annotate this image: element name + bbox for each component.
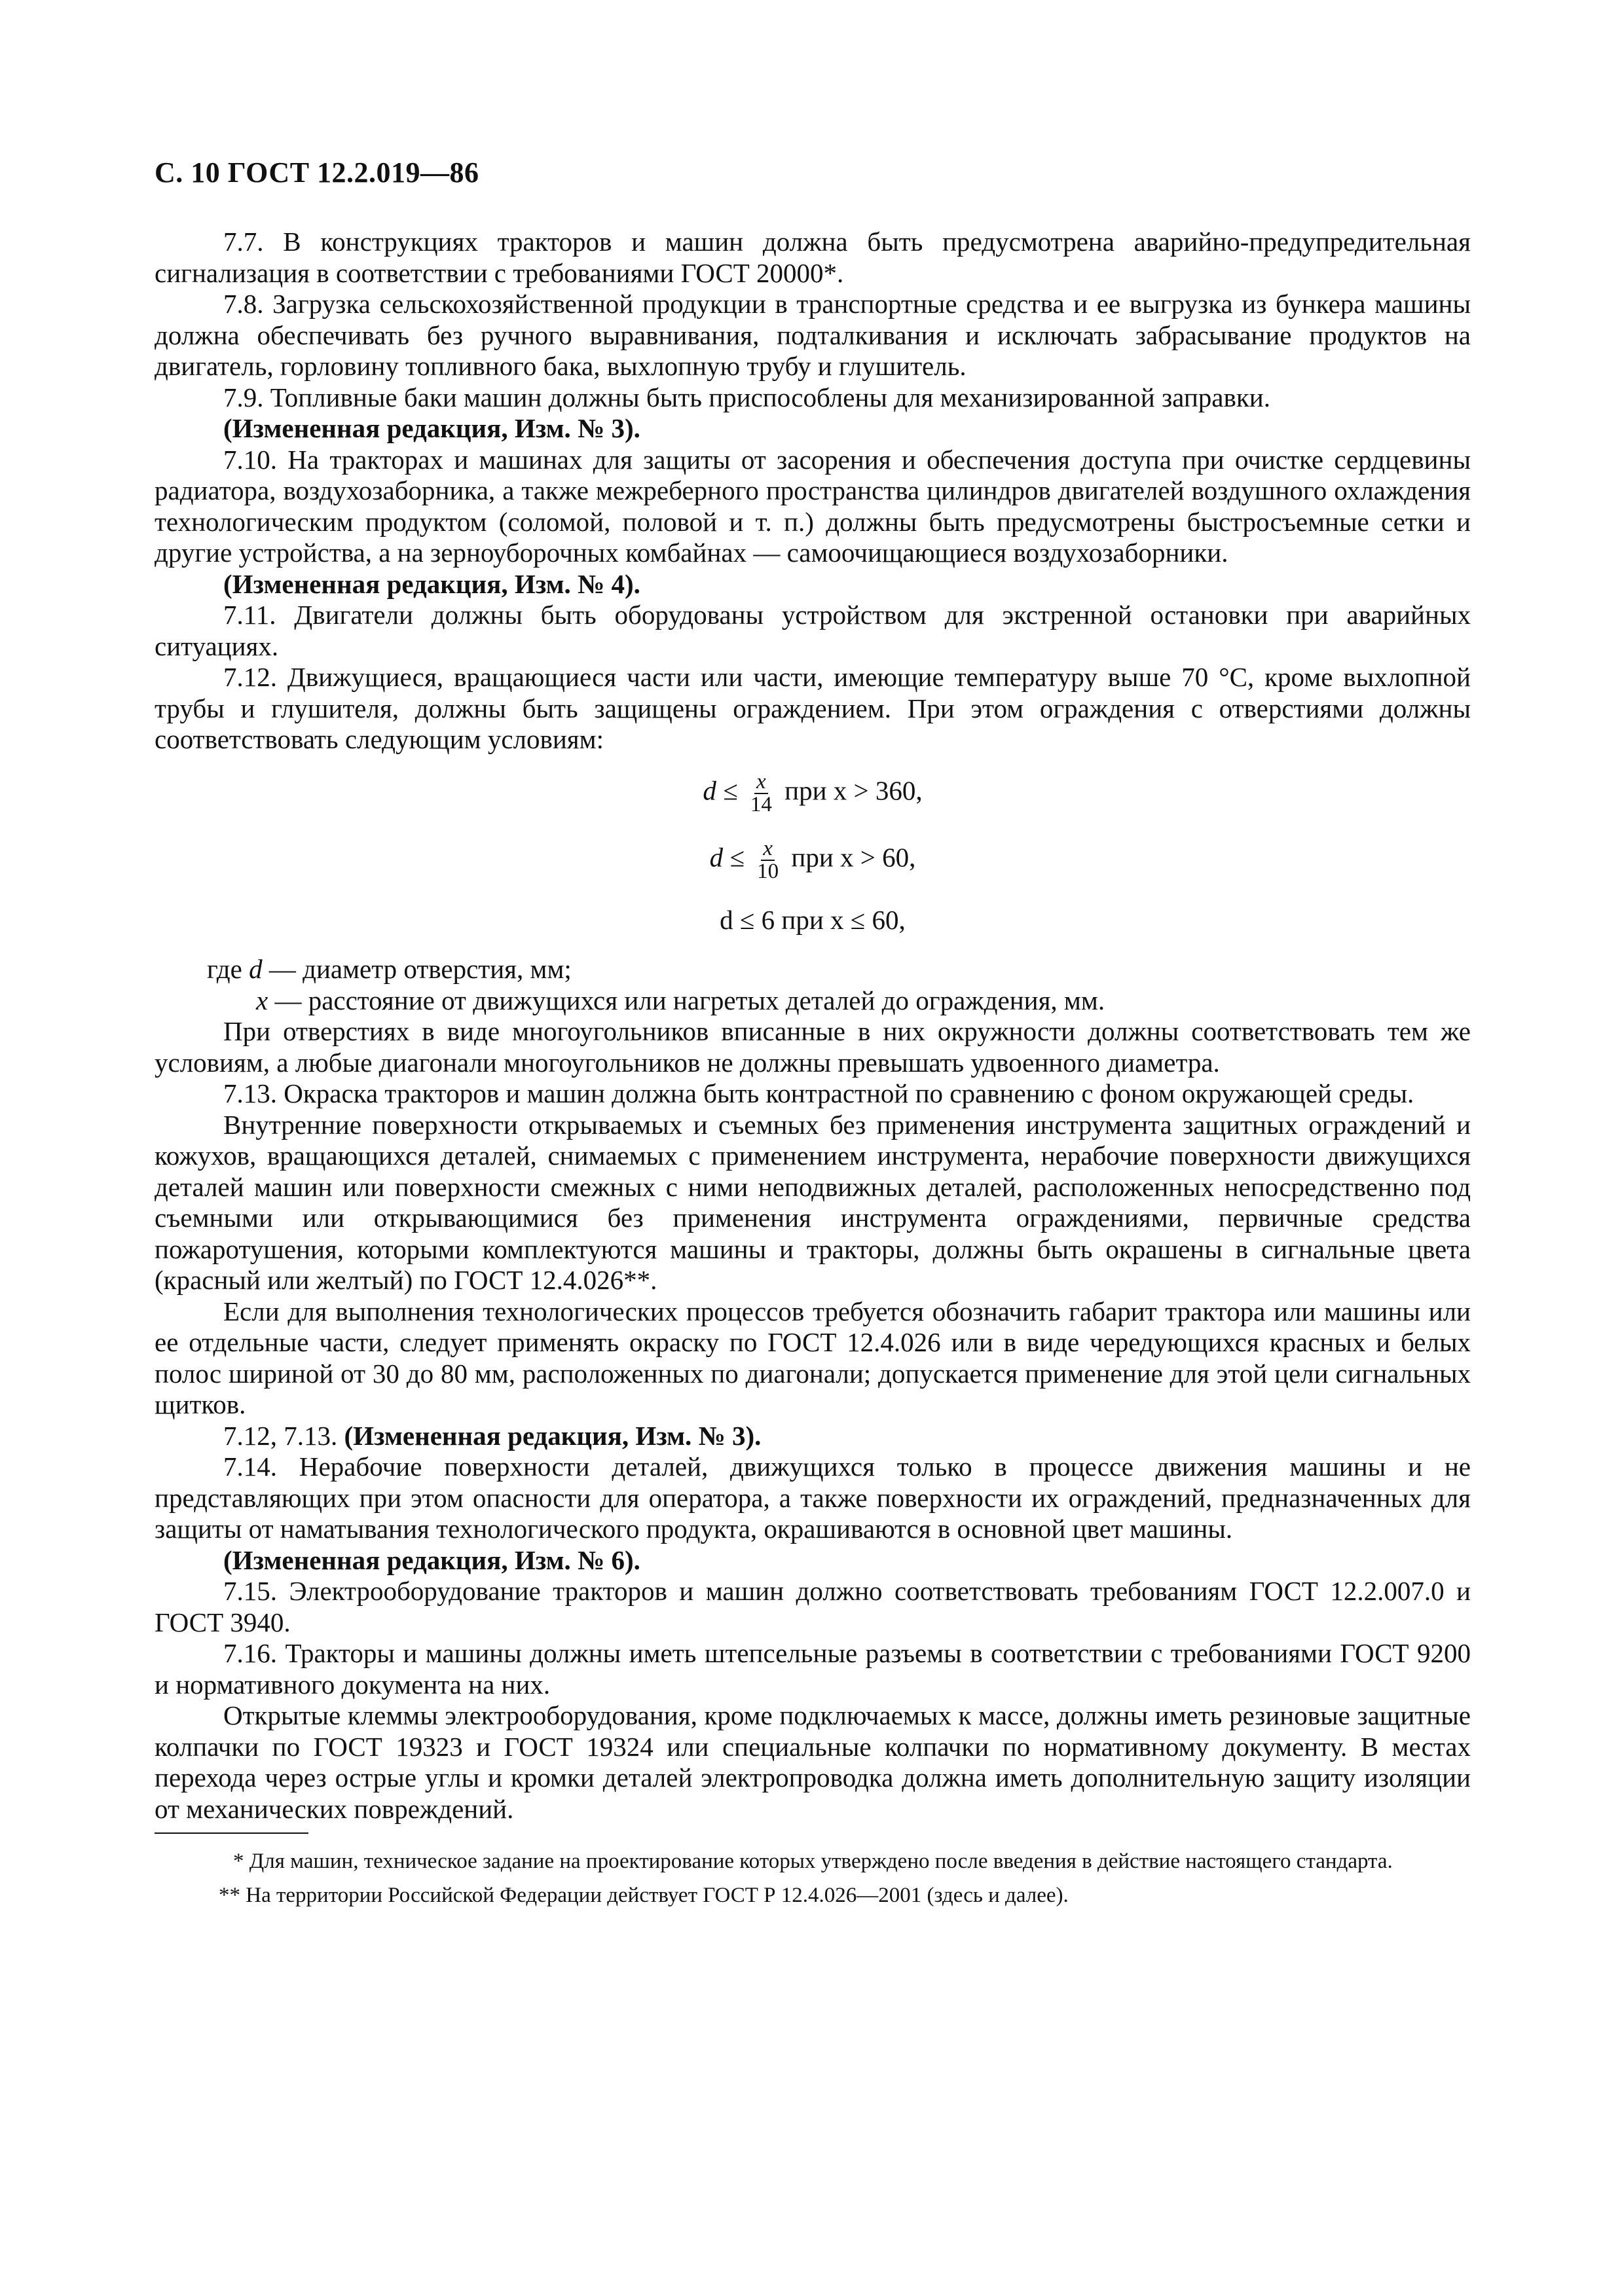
formula-2-denominator: 10: [757, 859, 779, 883]
paragraph-7-11: 7.11. Двигатели должны быть оборудованы устройством для экстренной остановки при аварийных ситуациях.: [155, 600, 1471, 661]
revision-note-7-10: (Измененная редакция, Изм. № 4).: [223, 568, 640, 599]
formula-1: [155, 771, 1471, 816]
paragraph-7-12: 7.12. Движущиеся, вращающиеся части или части, имеющие температуру выше 70 °С, кроме выхлопной трубы и глушителя, должны быть защищены ограждением. При этом ограждения с отверстиями должны соответствовать следующим условиям:: [155, 662, 1471, 754]
formula-1-condition: при x > 360,: [784, 774, 923, 805]
legend-x: [155, 985, 1471, 1017]
paragraph-7-9: 7.9. Топливные баки машин должны быть приспособлены для механизированной заправки.: [223, 382, 1270, 412]
formula-2-fraction: [755, 838, 781, 883]
paragraph-inner-surfaces: Внутренние поверхности открываемых и съемных без применения инструмента защитных ограждений и кожухов, вращающихся деталей, снимаемых с применением инструмента, нерабочие поверхности движущихся деталей машин или поверхности смежных с ними неподвижных деталей, расположенных непосредственно под съемными или открывающимися без применения инструмента ограждениями, первичные средства пожаротушения, которыми комплектуются машины и тракторы, должны быть окрашены в сигнальные цвета (красный или желтый) по ГОСТ 12.4.026**.: [155, 1109, 1471, 1295]
legend-prefix: где: [207, 954, 249, 984]
paragraph-gabarit: Если для выполнения технологических процессов требуется обозначить габарит трактора или машины или ее отдельные части, следует применять окраску по ГОСТ 12.4.026 или в виде чередующихся красных и белых полос шириной от 30 до 80 мм, расположенных по диагонали; допускается применение для этой цели сигнальных щитков.: [155, 1296, 1471, 1419]
legend-d: [155, 954, 1471, 985]
formula-2-numerator: x: [761, 838, 775, 861]
page-header: С. 10 ГОСТ 12.2.019—86: [155, 156, 479, 189]
paragraph-7-15: 7.15. Электрооборудование тракторов и машин должно соответствовать требованиям ГОСТ 12.2.007.0 и ГОСТ 3940.: [155, 1576, 1471, 1637]
revision-note-7-12-7-13: [155, 1421, 1471, 1452]
paragraph-7-10: 7.10. На тракторах и машинах для защиты от засорения и обеспечения доступа при очистке сердцевины радиатора, воздухозаборника, а также межреберного пространства цилиндров двигателей воздушного охлаждения технологическим продуктом (соломой, половой и т. п.) должны быть предусмотрены быстросъемные сетки и другие устройства, а на зерноуборочных комбайнах — самоочищающиеся воздухозаборники.: [155, 444, 1471, 568]
footnote-1: * Для машин, техническое задание на проектирование которых утверждено после введения в действие настоящего стандарта.: [233, 1850, 1393, 1873]
legend-d-symbol: d: [249, 954, 263, 984]
legend-x-text: — расстояние от движущихся или нагретых деталей до ограждения, мм.: [268, 985, 1105, 1015]
formula-2: [155, 838, 1471, 883]
paragraph-7-13: 7.13. Окраска тракторов и машин должна быть контрастной по сравнению с фоном окружающей среды.: [223, 1078, 1414, 1108]
paragraph-terminals: Открытые клеммы электрооборудования, кроме подключаемых к массе, должны иметь резиновые защитные колпачки по ГОСТ 19323 и ГОСТ 19324 или специальные колпачки по нормативному документу. В местах перехода через острые углы и кромки деталей электропроводка должна иметь дополнительную защиту изоляции от механических повреждений.: [155, 1700, 1471, 1824]
revision-note-text: (Измененная редакция, Изм. № 3).: [344, 1420, 762, 1451]
formula-1-numerator: x: [754, 771, 768, 794]
legend-x-symbol: x: [256, 985, 268, 1015]
revision-note-7-14: (Измененная редакция, Изм. № 6).: [223, 1544, 640, 1575]
revision-note-7-9: (Измененная редакция, Изм. № 3).: [223, 413, 640, 443]
formula-1-lhs: d ≤: [703, 774, 738, 805]
legend-d-text: — диаметр отверстия, мм;: [262, 954, 572, 984]
document-body: [155, 227, 1471, 1908]
paragraph-7-14: 7.14. Нерабочие поверхности деталей, движущихся только в процессе движения машины и не представляющих при этом опасности для оператора, а также поверхности их ограждений, предназначенных для защиты от наматывания технологического продукта, окрашиваются в основной цвет машины.: [155, 1451, 1471, 1544]
paragraph-7-7: 7.7. В конструкциях тракторов и машин должна быть предусмотрена аварийно-предупредительная сигнализация в соответствии с требованиями ГОСТ 20000*.: [155, 227, 1471, 288]
paragraph-7-8: 7.8. Загрузка сельскохозяйственной продукции в транспортные средства и ее выгрузка из бункера машины должна обеспечивать без ручного выравнивания, подталкивания и исключать забрасывание продуктов на двигатель, горловину топливного бака, выхлопную трубу и глушитель.: [155, 289, 1471, 381]
footnote-2: ** На территории Российской Федерации действует ГОСТ Р 12.4.026—2001 (здесь и далее).: [219, 1884, 1069, 1907]
formula-1-denominator: 14: [750, 792, 772, 816]
paragraph-7-16: 7.16. Тракторы и машины должны иметь штепсельные разъемы в соответствии с требованиями ГОСТ 9200 и нормативного документа на них.: [155, 1638, 1471, 1700]
paragraph-polygons: При отверстиях в виде многоугольников вписанные в них окружности должны соответствовать тем же условиям, а любые диагонали многоугольников не должны превышать удвоенного диаметра.: [155, 1016, 1471, 1078]
formula-1-fraction: [748, 771, 774, 816]
formula-3: d ≤ 6 при x ≤ 60,: [720, 904, 906, 935]
formula-2-condition: при x > 60,: [791, 841, 916, 872]
footnote-divider: [155, 1832, 308, 1834]
formula-2-lhs: d ≤: [709, 841, 745, 872]
revision-note-prefix: 7.12, 7.13.: [223, 1420, 344, 1451]
